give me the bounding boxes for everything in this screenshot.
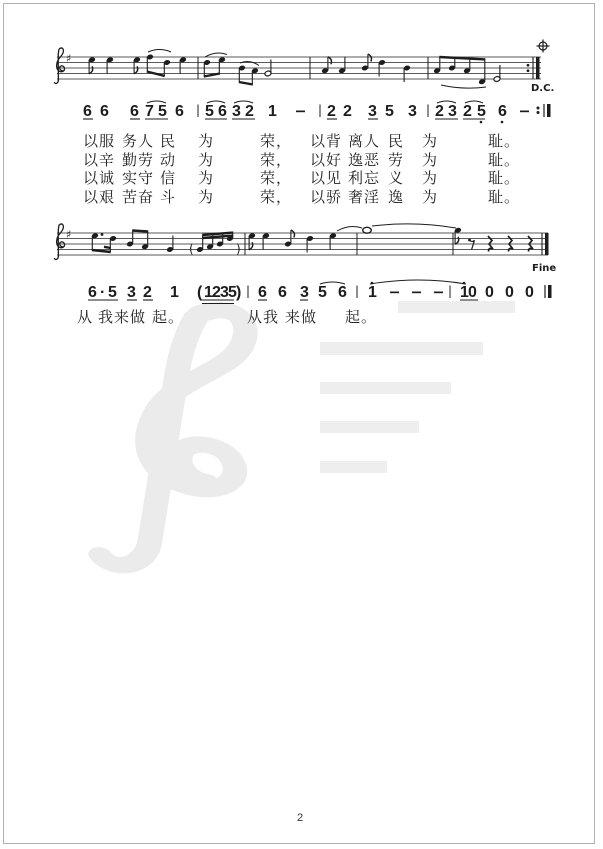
duration-dash	[390, 292, 399, 294]
thick-barline	[545, 233, 549, 255]
duration-dash	[412, 292, 421, 294]
lyric-segment: 以见	[310, 171, 343, 187]
jianpu-number: 3	[232, 103, 241, 120]
jianpu-number: 2	[212, 284, 221, 301]
lyric-segment: 耻。	[488, 190, 521, 206]
duration-dash	[520, 111, 529, 113]
lyric-segment: 劳	[388, 153, 405, 169]
lyric-segment: 荣，	[260, 153, 293, 169]
jianpu-number: 6	[278, 284, 287, 301]
parenthesis: (	[189, 242, 194, 256]
lyric-segment: 苦奋	[122, 190, 155, 206]
jianpu-line-1	[0, 100, 603, 128]
jianpu-number: 6	[218, 103, 227, 120]
augmentation-dot	[101, 233, 104, 236]
watermark-clef-path	[99, 297, 262, 582]
lyric-segment: 以背	[310, 134, 343, 150]
lyric-segment: 荣，	[260, 190, 293, 206]
jianpu-number: 0	[468, 284, 477, 301]
lyric-segment: 勤劳	[122, 153, 155, 169]
jianpu-number: 6	[175, 103, 184, 120]
jianpu-number: 2	[463, 103, 472, 120]
watermark-bar	[320, 382, 451, 394]
jianpu-number: 3	[300, 284, 309, 301]
jianpu-number: 1	[204, 284, 213, 301]
lyric-segment: 义	[388, 171, 405, 187]
jianpu-number: 3	[220, 284, 229, 301]
eighth-rest-icon	[469, 240, 475, 250]
watermark-bar	[320, 461, 387, 473]
lyric-segment: 为	[198, 153, 215, 169]
jianpu-number: 0	[505, 284, 514, 301]
jianpu-number: 3	[408, 103, 417, 120]
fine-label: Fine	[532, 263, 557, 274]
lyric-segment: 以骄	[310, 190, 343, 206]
lyric-segment: 为	[422, 190, 439, 206]
duration-dash	[296, 111, 305, 113]
lyric-segment: 从我	[247, 310, 280, 326]
octave-dot-low	[480, 121, 483, 124]
lyric-segment: 从	[77, 310, 94, 326]
staff-system-2	[45, 222, 560, 286]
jianpu-number: 6	[258, 284, 267, 301]
lyric-segment: 为	[198, 190, 215, 206]
jianpu-number: ·	[100, 284, 106, 301]
lyric-segment: 为	[422, 134, 439, 150]
jianpu-number: (	[197, 284, 203, 301]
lyric-segment: 实守	[122, 171, 155, 187]
jianpu-number: 0	[525, 284, 534, 301]
jianpu-number: 3	[448, 103, 457, 120]
jianpu-number: )	[236, 284, 242, 301]
staff-system-1	[45, 38, 560, 100]
lyric-segment: 为	[422, 171, 439, 187]
lyric-segment: 逸恶	[348, 153, 381, 169]
jianpu-number: 5	[318, 284, 327, 301]
jianpu-number: 1	[460, 284, 469, 301]
lyric-segment: 为	[422, 153, 439, 169]
line	[239, 82, 253, 85]
jianpu-number: 5	[385, 103, 394, 120]
lyric-segment: 利忘	[348, 171, 381, 187]
watermark-bar	[320, 421, 419, 433]
lyric-segment: 信	[160, 171, 177, 187]
parenthesis: )	[236, 242, 241, 256]
sharp-icon: ♯	[66, 52, 72, 65]
slur	[372, 224, 456, 228]
lyric-segment: 耻。	[488, 171, 521, 187]
lyric-segment: 以艰	[83, 190, 116, 206]
jianpu-number: 5	[228, 284, 237, 301]
slur	[370, 280, 466, 284]
sharp-icon: ♯	[66, 228, 72, 241]
lyric-segment: 以辛	[83, 153, 116, 169]
jianpu-number: 5	[205, 103, 214, 120]
jianpu-number: 6	[130, 103, 139, 120]
whole-note	[363, 227, 372, 233]
jianpu-number: 2	[327, 103, 336, 120]
jianpu-number: 6	[498, 103, 507, 120]
page-number: 2	[296, 812, 304, 824]
jianpu-number: 1	[170, 284, 179, 301]
lyric-segment: 荣，	[260, 171, 293, 187]
thick-barline	[547, 104, 551, 117]
jianpu-number: 2	[143, 284, 152, 301]
dc-label: D.C.	[531, 83, 555, 94]
jianpu-number: 5	[477, 103, 486, 120]
lyric-segment: 逸	[388, 190, 405, 206]
jianpu-number: 1	[268, 103, 277, 120]
slur	[441, 85, 486, 88]
slur	[148, 50, 171, 53]
lyric-segment: 起。	[152, 310, 185, 326]
lyric-segment: 民	[160, 134, 177, 150]
line	[132, 231, 148, 232]
repeat-dot	[527, 69, 530, 72]
repeat-dot	[527, 64, 530, 67]
slur	[205, 53, 227, 57]
jianpu-number: 6	[338, 284, 347, 301]
repeat-dot	[537, 107, 540, 110]
watermark-bar	[320, 342, 483, 355]
lyric-segment: 耻。	[488, 134, 521, 150]
jianpu-number: 6	[88, 284, 97, 301]
lyric-segment: 为	[198, 134, 215, 150]
slur	[337, 227, 362, 231]
duration-dash	[434, 292, 443, 294]
lyric-segment: 民	[388, 134, 405, 150]
jianpu-number: 0	[485, 284, 494, 301]
jianpu-number: 5	[108, 284, 117, 301]
lyric-segment: 以诚	[83, 171, 116, 187]
lyric-segment: 务人	[122, 134, 155, 150]
jianpu-number: 2	[435, 103, 444, 120]
jianpu-number: 5	[158, 103, 167, 120]
jianpu-number: 7	[145, 103, 154, 120]
lyric-segment: 奢淫	[348, 190, 381, 206]
octave-dot-low	[501, 121, 504, 124]
lyric-segment: 起。	[345, 310, 378, 326]
lyric-segment: 来做	[285, 310, 318, 326]
jianpu-number: 1	[368, 284, 377, 301]
thick-barline	[536, 57, 540, 79]
treble-clef-icon	[54, 224, 64, 260]
jianpu-line-2	[0, 279, 603, 309]
lyric-segment: 斗	[160, 190, 177, 206]
lyric-segment: 为	[198, 171, 215, 187]
lyric-segment: 以好	[310, 153, 343, 169]
line	[104, 247, 111, 248]
lyric-segment: 荣，	[260, 134, 293, 150]
jianpu-number: 6	[100, 103, 109, 120]
jianpu-number: 3	[127, 284, 136, 301]
lyric-segment: 以服	[83, 134, 116, 150]
line	[92, 250, 111, 252]
jianpu-number: 6	[83, 103, 92, 120]
jianpu-number: 2	[245, 103, 254, 120]
lyric-segment: 动	[160, 153, 177, 169]
lyric-segment: 我来做	[98, 310, 147, 326]
lyric-segment: 耻。	[488, 153, 521, 169]
thick-barline	[548, 285, 552, 298]
repeat-dot	[537, 111, 540, 114]
jianpu-number: 3	[368, 103, 377, 120]
jianpu-number: 2	[343, 103, 352, 120]
lyric-segment: 离人	[348, 134, 381, 150]
treble-clef-icon	[54, 48, 64, 84]
